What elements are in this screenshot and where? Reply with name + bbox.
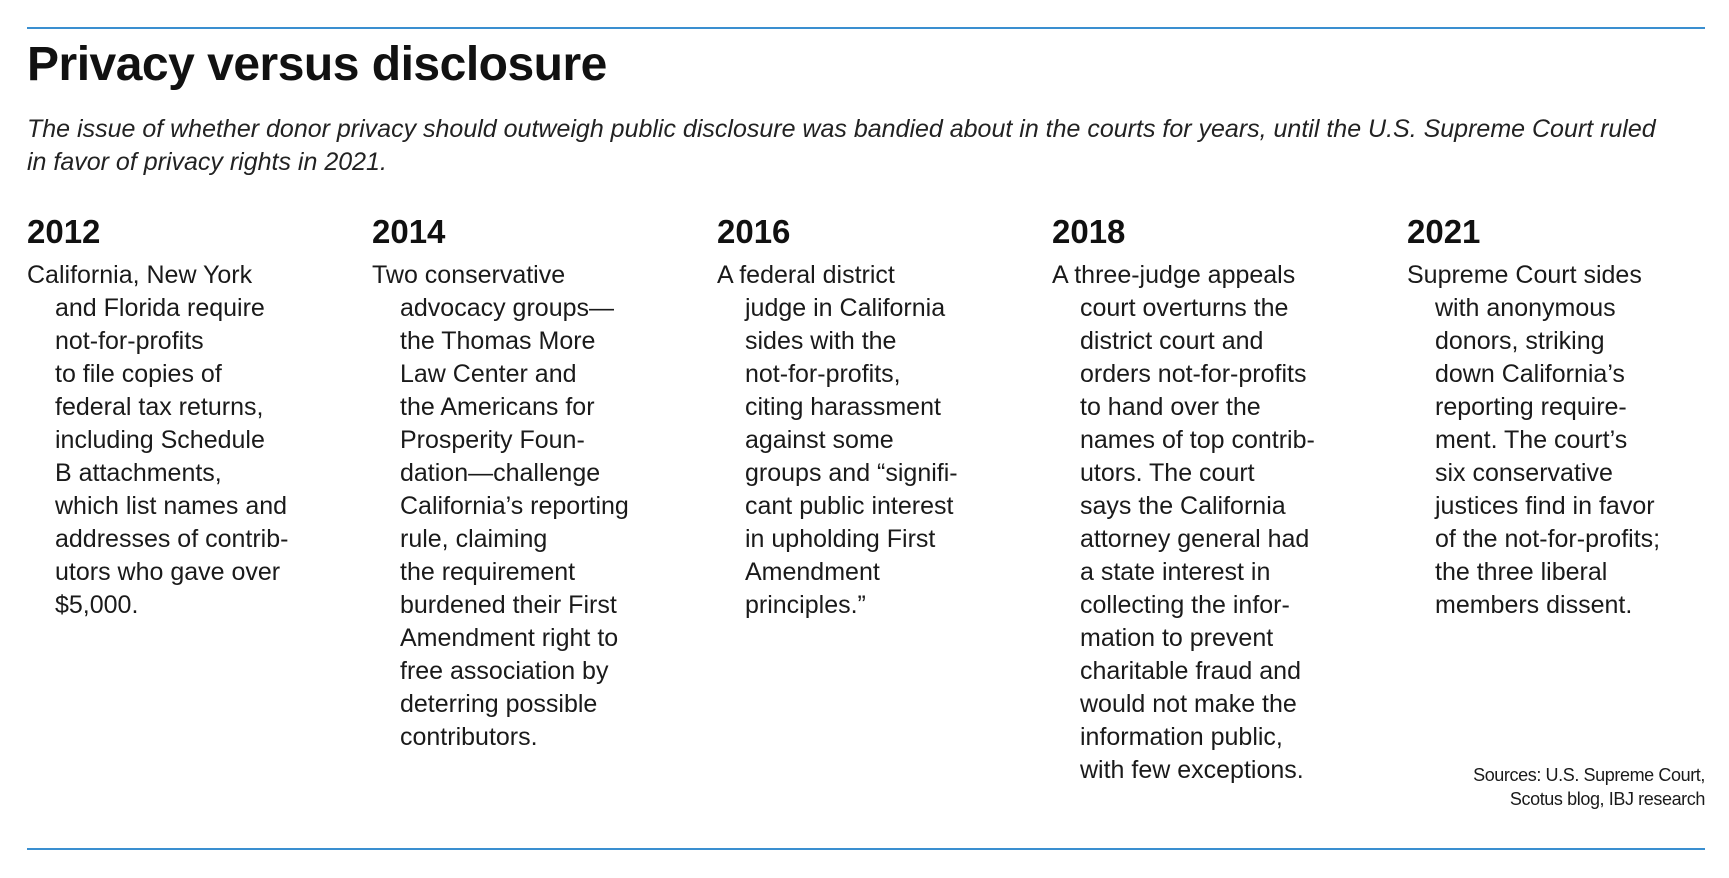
timeline-year: 2016 [717, 213, 791, 250]
timeline-entry-2014 [372, 205, 692, 754]
sources-line: Sources: U.S. Supreme Court, [1473, 765, 1705, 785]
sources-line: Scotus blog, IBJ research [1509, 789, 1705, 809]
page-title: Privacy versus disclosure [27, 38, 607, 91]
page-subtitle: The issue of whether donor privacy should outweigh public disclosure was bandied about in the courts for years, until the U.S. Supreme Court ruled in favor of privacy rights in 2021. [27, 115, 1656, 176]
timeline-year: 2018 [1052, 213, 1126, 250]
timeline-description: Supreme Court sides with anonymous donors, striking down California’s reporting require- ment. The court’s six conservative justices find in favor of the not-for-profits; the three liberal members dissent. [1407, 261, 1661, 619]
sources-credit [1473, 763, 1705, 811]
timeline-description: A federal district judge in California sides with the not-for-profits, citing harassment against some groups and “signifi- cant public interest in upholding First Amendment principles.” [717, 261, 958, 619]
timeline-year: 2014 [372, 213, 446, 250]
timeline-description: A three-judge appeals court overturns the district court and orders not-for-profits to hand over the names of top contrib- utors. The court says the California attorney general had a state interest in collecting the infor- mation to prevent charitable fraud and would not make the information public, with few exceptions. [1052, 261, 1315, 784]
timeline-description: Two conservative advocacy groups— the Thomas More Law Center and the Americans for Prosperity Foun- dation—challenge California’s reporting rule, claiming the requirement burdened their First Amendment right to free association by deterring possible contributors. [372, 261, 629, 751]
timeline-entry-2021 [1407, 205, 1717, 622]
timeline [27, 205, 1717, 805]
timeline-entry-2012 [27, 205, 337, 622]
top-divider [27, 27, 1705, 29]
bottom-divider [27, 848, 1705, 850]
timeline-entry-2018 [1052, 205, 1372, 787]
timeline-year: 2012 [27, 213, 101, 250]
timeline-entry-2016 [717, 205, 1037, 622]
timeline-description: California, New York and Florida require not-for-profits to file copies of federal tax returns, including Schedule B attachments, which list names and addresses of contrib- utors who gave over $5,000. [27, 261, 289, 619]
timeline-year: 2021 [1407, 213, 1481, 250]
